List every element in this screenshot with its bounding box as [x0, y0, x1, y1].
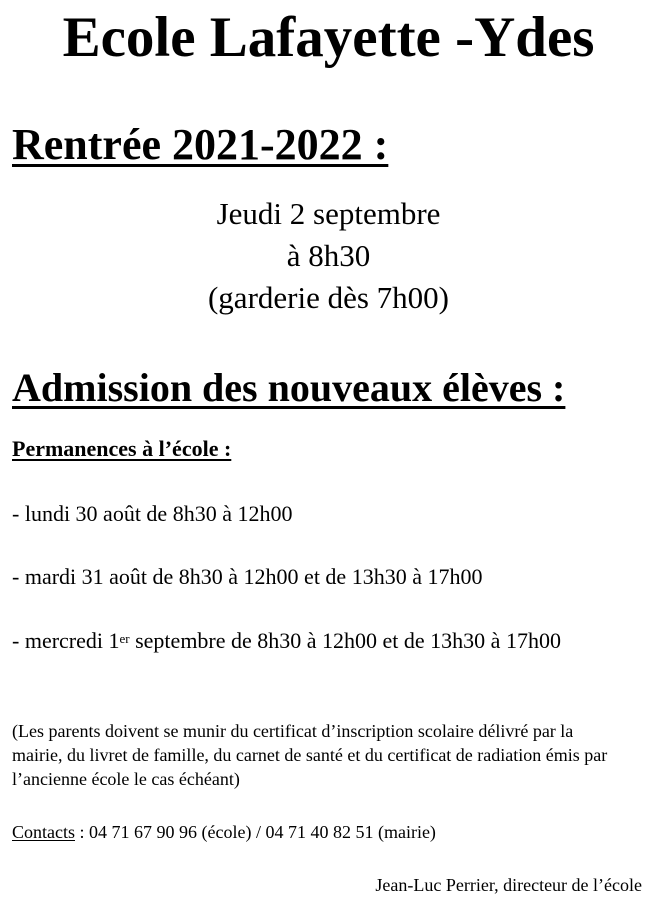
contacts-phones: : 04 71 67 90 96 (école) / 04 71 40 82 51 (mairie): [75, 822, 436, 842]
permanence-item: [12, 625, 642, 656]
permanence-item: - lundi 30 août de 8h30 à 12h00: [12, 501, 293, 526]
permanences-heading: Permanences à l’école :: [12, 436, 232, 461]
rentree-time: à 8h30: [286, 238, 371, 273]
admission-heading: Admission des nouveaux élèves :: [12, 365, 566, 410]
contacts-line: [12, 820, 436, 844]
rentree-date: Jeudi 2 septembre: [216, 196, 441, 231]
documents-note: (Les parents doivent se munir du certificat d’inscription scolaire délivré par la mairie, du livret de famille, du carnet de santé et du certificat de radiation émis par l’ancienne école le cas échéant): [12, 721, 608, 789]
page-title: Ecole Lafayette -Ydes: [62, 6, 595, 69]
contacts-label: Contacts: [12, 822, 75, 842]
signature: Jean-Luc Perrier, directeur de l’école: [375, 875, 642, 895]
permanence-item: - mardi 31 août de 8h30 à 12h00 et de 13h30 à 17h00: [12, 564, 483, 589]
permanence-item-prefix: - mercredi 1: [12, 628, 120, 653]
rentree-daycare: (garderie dès 7h00): [207, 280, 449, 315]
rentree-details: [0, 193, 657, 319]
permanence-item-suffix: septembre de 8h30 à 12h00 et de 13h30 à 17h00: [129, 628, 561, 653]
ordinal-superscript: er: [119, 631, 130, 646]
rentree-heading: Rentrée 2021-2022 :: [12, 120, 389, 169]
